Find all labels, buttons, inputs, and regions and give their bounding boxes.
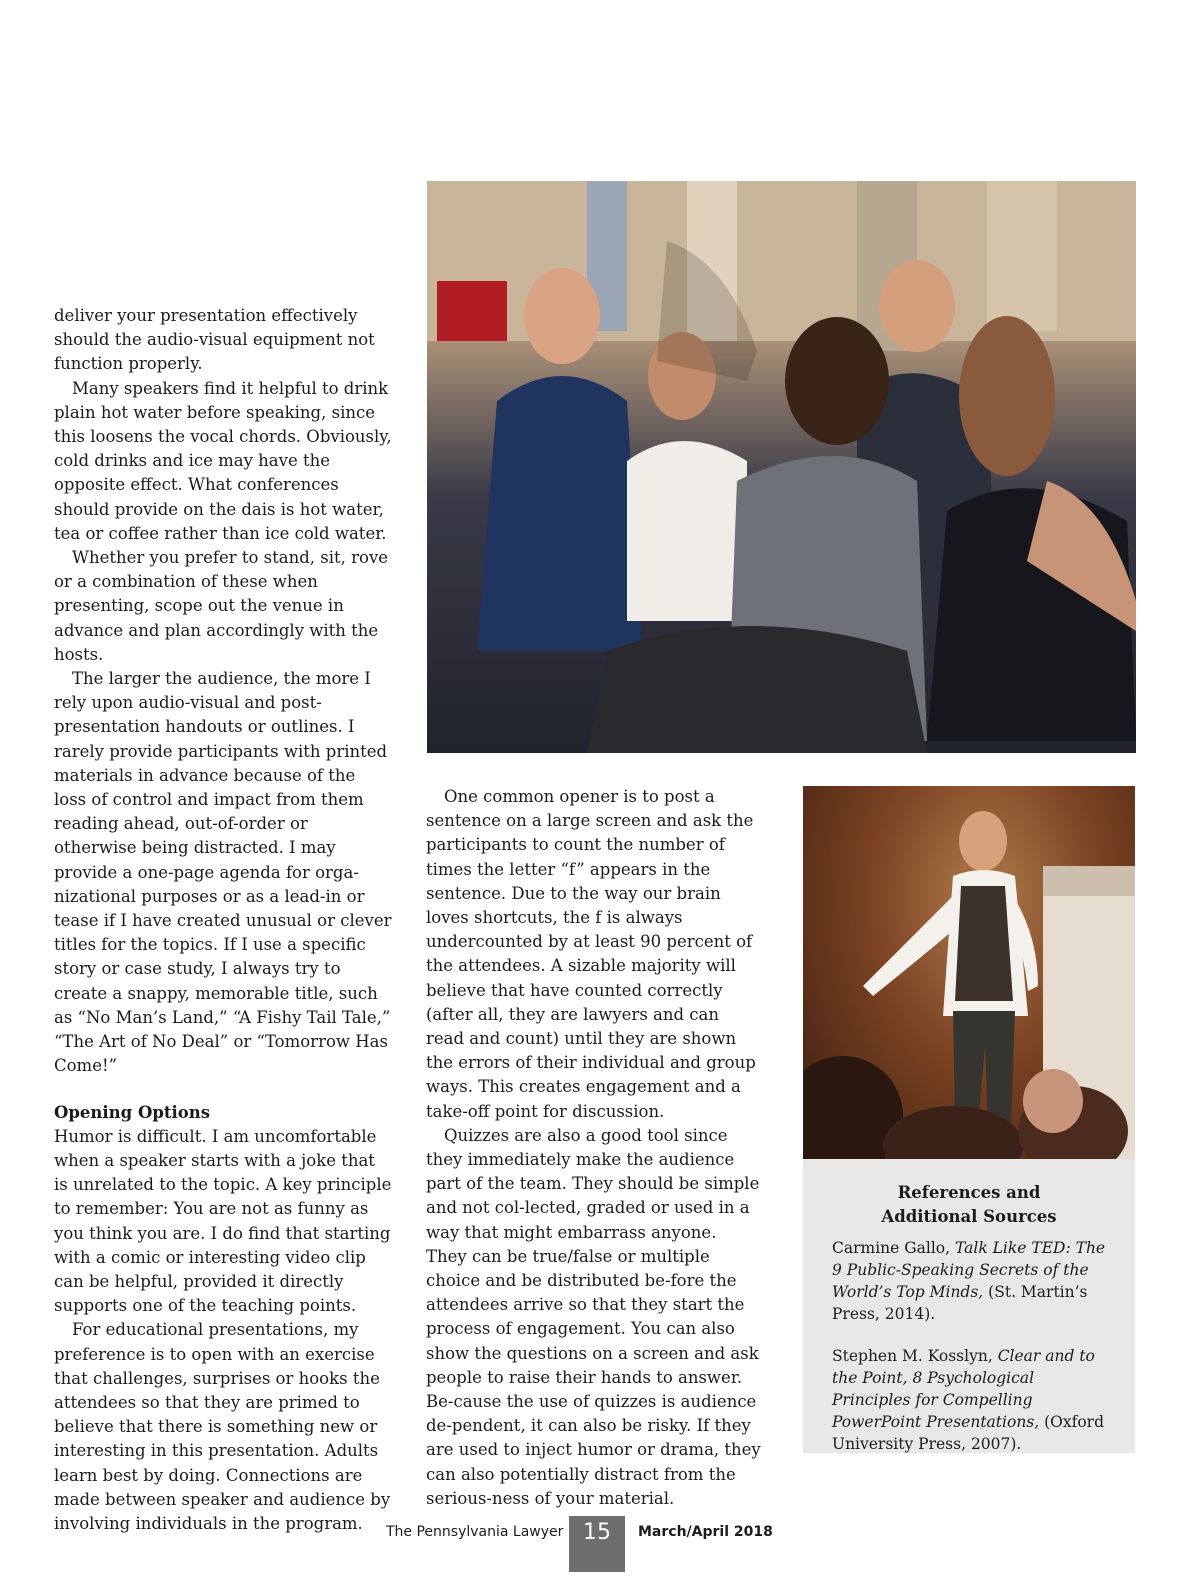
article-column-1 — [54, 304, 392, 1536]
reference-item — [832, 1237, 1111, 1325]
issue-date: March/April 2018 — [638, 1524, 773, 1540]
reference-author: Carmine Gallo, — [832, 1239, 955, 1257]
reference-publisher: (St. Martin’s Press, 2014). — [832, 1283, 1088, 1323]
sidebar-title — [803, 1181, 1135, 1229]
speaker-presenting-photo — [803, 786, 1135, 1159]
section-heading: Opening Options — [54, 1102, 211, 1122]
body-paragraph: Whether you prefer to stand, sit, rove or a combination of these when presenting, scope out the venue in advance and plan accordingly with the hosts. — [54, 548, 389, 664]
body-paragraph: Humor is difficult. I am uncomfortable when a speaker starts with a joke that is unrelated to the topic. A key principle to remember: You are not as funny as you think you are. I do find that starting with a comic or interesting video clip can be helpful, provided it directly supports one of the teaching points. — [54, 1126, 392, 1316]
body-paragraph: Many speakers find it helpful to drink plain hot water before speaking, since this loosens the vocal chords. Obviously, cold drinks and ice may have the opposite effect. What conferences should provide on the dais is hot water, tea or coffee rather than ice cold water. — [54, 378, 392, 543]
speaker-photo-graphic — [803, 786, 1135, 1159]
page-number: 15 — [569, 1516, 625, 1572]
body-paragraph: deliver your presentation effectively should the audio-visual equipment not function properly. — [54, 306, 375, 374]
audience-photo-graphic — [427, 181, 1136, 753]
reference-title: Talk Like TED: The 9 Public-Speaking Secrets of the World’s Top Minds, — [832, 1239, 1106, 1301]
audience-applauding-photo — [427, 181, 1136, 753]
body-paragraph: Quizzes are also a good tool since they immediately make the audience part of the team. They should be simple and not col-lected, graded or used in a way that might embarrass anyone. They can be true/false or multiple choice and be distributed be-fore the attendees arrive so that they start the process of engagement. You can also show the questions on a screen and ask people to raise their hands to answer. Be-cause the use of quizzes is audience de-pendent, it can also be risky. If they are used to inject humor or drama, they can also potentially distract from the serious-ness of your material. — [426, 1125, 761, 1508]
publication-name: The Pennsylvania Lawyer — [386, 1524, 564, 1540]
sidebar-title-line-1: References and — [897, 1183, 1041, 1202]
page-footer — [0, 1516, 1200, 1576]
reference-title: Clear and to the Point, 8 Psychological Principles for Compelling PowerPoint Presentations, — [832, 1347, 1095, 1431]
body-paragraph: For educational presentations, my preference is to open with an exercise that challenges, surprises or hooks the attendees so that they are primed to believe that there is something new or interesting in this presentation. Adults learn best by doing. Connections are made between speaker and audience by involving individuals in the program. — [54, 1320, 391, 1533]
reference-publisher: (Oxford University Press, 2007). — [832, 1413, 1105, 1453]
reference-author: Stephen M. Kosslyn, — [832, 1347, 998, 1365]
reference-item — [832, 1345, 1111, 1455]
body-paragraph: One common opener is to post a sentence on a large screen and ask the participants to count the number of times the letter “f” appears in the sentence. Due to the way our brain loves shortcuts, the f is always undercounted by at least 90 percent of the attendees. A sizable majority will believe that have counted correctly (after all, they are lawyers and can read and count) until they are shown the errors of their individual and group ways. This creates engagement and a take-off point for discussion. — [426, 787, 756, 1121]
sidebar-title-line-2: Additional Sources — [881, 1207, 1057, 1226]
body-paragraph: The larger the audience, the more I rely upon audio-visual and post-presentation handouts or outlines. I rarely provide participants with printed materials in advance because of the loss of control and impact from them reading ahead, out-of-order or otherwise being distracted. I may provide a one-page agenda for orga-nizational purposes or as a lead-in or tease if I have created unusual or clever titles for the topics. If I use a specific story or case study, I always try to create a snappy, memorable title, such as “No Man’s Land,” “A Fishy Tail Tale,” “The Art of No Deal” or “Tomorrow Has Come!” — [54, 669, 392, 1076]
references-sidebar — [803, 1159, 1135, 1453]
article-column-2 — [426, 785, 762, 1511]
